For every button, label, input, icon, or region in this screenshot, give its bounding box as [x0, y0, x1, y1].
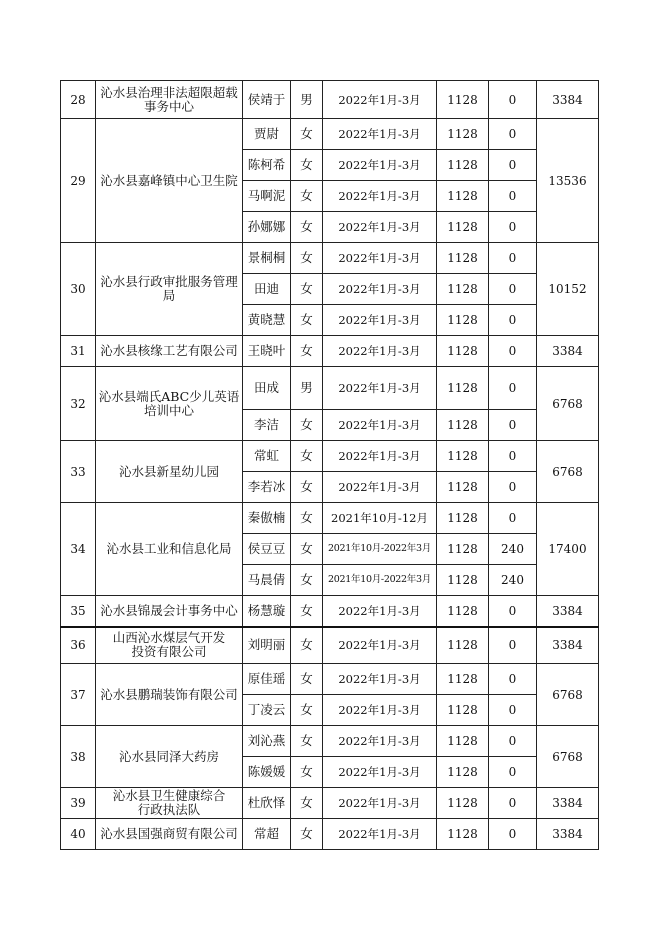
person-name: 田迪 [243, 274, 291, 305]
amount-extra: 240 [489, 565, 537, 596]
amount-extra: 0 [489, 119, 537, 150]
amount-extra: 0 [489, 243, 537, 274]
row-number: 36 [61, 627, 96, 664]
person-sex: 男 [291, 81, 323, 119]
unit-name: 沁水县端氏ABC少儿英语 培训中心 [96, 367, 243, 441]
table-row [61, 243, 599, 274]
amount-base: 1128 [437, 757, 489, 788]
unit-total: 3384 [537, 336, 599, 367]
amount-extra: 0 [489, 367, 537, 410]
person-name: 陈柯希 [243, 150, 291, 181]
amount-base: 1128 [437, 441, 489, 472]
person-sex: 女 [291, 472, 323, 503]
amount-base: 1128 [437, 819, 489, 850]
table-row [61, 336, 599, 367]
table-row [61, 503, 599, 534]
table-row [61, 664, 599, 695]
table-row [61, 726, 599, 757]
unit-total: 17400 [537, 503, 599, 596]
unit-name: 沁水县治理非法超限超载 事务中心 [96, 81, 243, 119]
person-name: 田成 [243, 367, 291, 410]
unit-total: 3384 [537, 596, 599, 627]
amount-extra: 0 [489, 212, 537, 243]
table-row [61, 788, 599, 819]
table-row [61, 81, 599, 119]
unit-name: 沁水县行政审批服务管理局 [96, 243, 243, 336]
person-name: 刘沁燕 [243, 726, 291, 757]
unit-name: 沁水县新星幼儿园 [96, 441, 243, 503]
amount-extra: 0 [489, 181, 537, 212]
person-name: 侯靖于 [243, 81, 291, 119]
row-number: 37 [61, 664, 96, 726]
person-name: 黄晓慧 [243, 305, 291, 336]
subsidy-period: 2022年1月-3月 [323, 367, 437, 410]
person-sex: 女 [291, 119, 323, 150]
subsidy-period: 2021年10月-2022年3月 [323, 534, 437, 565]
row-number: 31 [61, 336, 96, 367]
person-name: 秦傲楠 [243, 503, 291, 534]
person-sex: 女 [291, 664, 323, 695]
person-sex: 女 [291, 212, 323, 243]
table-row [61, 596, 599, 627]
person-sex: 女 [291, 243, 323, 274]
subsidy-period: 2021年10月-2022年3月 [323, 565, 437, 596]
person-sex: 女 [291, 410, 323, 441]
table-body [61, 81, 599, 850]
amount-extra: 0 [489, 695, 537, 726]
unit-total: 3384 [537, 627, 599, 664]
amount-base: 1128 [437, 726, 489, 757]
subsidy-period: 2022年1月-3月 [323, 664, 437, 695]
amount-extra: 0 [489, 819, 537, 850]
amount-extra: 0 [489, 503, 537, 534]
subsidy-period: 2022年1月-3月 [323, 726, 437, 757]
amount-extra: 0 [489, 441, 537, 472]
subsidy-table [60, 80, 599, 850]
person-sex: 女 [291, 726, 323, 757]
amount-base: 1128 [437, 788, 489, 819]
person-sex: 女 [291, 336, 323, 367]
row-number: 39 [61, 788, 96, 819]
unit-total: 3384 [537, 819, 599, 850]
person-sex: 女 [291, 565, 323, 596]
row-number: 33 [61, 441, 96, 503]
person-name: 刘明丽 [243, 627, 291, 664]
unit-total: 3384 [537, 81, 599, 119]
amount-extra: 0 [489, 757, 537, 788]
unit-name: 沁水县同泽大药房 [96, 726, 243, 788]
table-row [61, 441, 599, 472]
subsidy-period: 2022年1月-3月 [323, 181, 437, 212]
unit-total: 13536 [537, 119, 599, 243]
amount-base: 1128 [437, 81, 489, 119]
row-number: 29 [61, 119, 96, 243]
subsidy-period: 2021年10月-12月 [323, 503, 437, 534]
row-number: 34 [61, 503, 96, 596]
amount-base: 1128 [437, 119, 489, 150]
person-name: 陈媛媛 [243, 757, 291, 788]
subsidy-period: 2022年1月-3月 [323, 212, 437, 243]
unit-total: 10152 [537, 243, 599, 336]
person-name: 马晨倩 [243, 565, 291, 596]
unit-total: 6768 [537, 664, 599, 726]
amount-base: 1128 [437, 695, 489, 726]
person-name: 王晓叶 [243, 336, 291, 367]
amount-base: 1128 [437, 305, 489, 336]
person-name: 孙娜娜 [243, 212, 291, 243]
amount-extra: 0 [489, 81, 537, 119]
amount-extra: 0 [489, 410, 537, 441]
row-number: 35 [61, 596, 96, 627]
unit-total: 6768 [537, 726, 599, 788]
person-sex: 女 [291, 757, 323, 788]
row-number: 28 [61, 81, 96, 119]
amount-extra: 0 [489, 472, 537, 503]
unit-total: 6768 [537, 367, 599, 441]
subsidy-period: 2022年1月-3月 [323, 819, 437, 850]
amount-extra: 0 [489, 274, 537, 305]
subsidy-period: 2022年1月-3月 [323, 757, 437, 788]
row-number: 32 [61, 367, 96, 441]
subsidy-period: 2022年1月-3月 [323, 472, 437, 503]
person-name: 杨慧璇 [243, 596, 291, 627]
amount-extra: 0 [489, 305, 537, 336]
amount-base: 1128 [437, 336, 489, 367]
person-name: 景桐桐 [243, 243, 291, 274]
person-sex: 女 [291, 596, 323, 627]
unit-name: 沁水县嘉峰镇中心卫生院 [96, 119, 243, 243]
row-number: 40 [61, 819, 96, 850]
amount-base: 1128 [437, 367, 489, 410]
row-number: 38 [61, 726, 96, 788]
subsidy-period: 2022年1月-3月 [323, 695, 437, 726]
row-number: 30 [61, 243, 96, 336]
unit-total: 6768 [537, 441, 599, 503]
person-name: 丁凌云 [243, 695, 291, 726]
unit-name: 山西沁水煤层气开发 投资有限公司 [96, 627, 243, 664]
person-sex: 女 [291, 441, 323, 472]
amount-base: 1128 [437, 596, 489, 627]
subsidy-period: 2022年1月-3月 [323, 627, 437, 664]
person-sex: 女 [291, 305, 323, 336]
person-name: 李若冰 [243, 472, 291, 503]
table-row [61, 367, 599, 410]
amount-extra: 0 [489, 788, 537, 819]
subsidy-period: 2022年1月-3月 [323, 243, 437, 274]
unit-name: 沁水县核缘工艺有限公司 [96, 336, 243, 367]
person-name: 贾尉 [243, 119, 291, 150]
amount-base: 1128 [437, 274, 489, 305]
unit-name: 沁水县国强商贸有限公司 [96, 819, 243, 850]
person-sex: 女 [291, 534, 323, 565]
amount-base: 1128 [437, 664, 489, 695]
amount-base: 1128 [437, 181, 489, 212]
amount-extra: 0 [489, 150, 537, 181]
subsidy-period: 2022年1月-3月 [323, 336, 437, 367]
unit-name: 沁水县工业和信息化局 [96, 503, 243, 596]
unit-total: 3384 [537, 788, 599, 819]
person-sex: 女 [291, 819, 323, 850]
subsidy-period: 2022年1月-3月 [323, 305, 437, 336]
person-name: 侯豆豆 [243, 534, 291, 565]
person-name: 原佳瑶 [243, 664, 291, 695]
table-row [61, 627, 599, 664]
amount-base: 1128 [437, 243, 489, 274]
amount-base: 1128 [437, 534, 489, 565]
subsidy-period: 2022年1月-3月 [323, 274, 437, 305]
person-name: 常超 [243, 819, 291, 850]
person-sex: 女 [291, 627, 323, 664]
amount-extra: 0 [489, 336, 537, 367]
subsidy-period: 2022年1月-3月 [323, 441, 437, 472]
amount-extra: 0 [489, 664, 537, 695]
amount-base: 1128 [437, 627, 489, 664]
amount-base: 1128 [437, 503, 489, 534]
subsidy-period: 2022年1月-3月 [323, 150, 437, 181]
unit-name: 沁水县锦晟会计事务中心 [96, 596, 243, 627]
person-sex: 女 [291, 503, 323, 534]
person-sex: 女 [291, 695, 323, 726]
subsidy-period: 2022年1月-3月 [323, 788, 437, 819]
subsidy-period: 2022年1月-3月 [323, 81, 437, 119]
person-name: 常虹 [243, 441, 291, 472]
amount-extra: 0 [489, 627, 537, 664]
amount-base: 1128 [437, 150, 489, 181]
amount-base: 1128 [437, 212, 489, 243]
amount-base: 1128 [437, 472, 489, 503]
unit-name: 沁水县卫生健康综合 行政执法队 [96, 788, 243, 819]
table-row [61, 119, 599, 150]
person-name: 李洁 [243, 410, 291, 441]
person-sex: 男 [291, 367, 323, 410]
amount-extra: 0 [489, 726, 537, 757]
subsidy-period: 2022年1月-3月 [323, 596, 437, 627]
person-sex: 女 [291, 788, 323, 819]
person-name: 马啊泥 [243, 181, 291, 212]
amount-base: 1128 [437, 565, 489, 596]
subsidy-period: 2022年1月-3月 [323, 410, 437, 441]
person-name: 杜欣怿 [243, 788, 291, 819]
unit-name: 沁水县鹏瑞装饰有限公司 [96, 664, 243, 726]
person-sex: 女 [291, 274, 323, 305]
person-sex: 女 [291, 181, 323, 212]
amount-extra: 0 [489, 596, 537, 627]
person-sex: 女 [291, 150, 323, 181]
amount-extra: 240 [489, 534, 537, 565]
table-row [61, 819, 599, 850]
amount-base: 1128 [437, 410, 489, 441]
subsidy-period: 2022年1月-3月 [323, 119, 437, 150]
